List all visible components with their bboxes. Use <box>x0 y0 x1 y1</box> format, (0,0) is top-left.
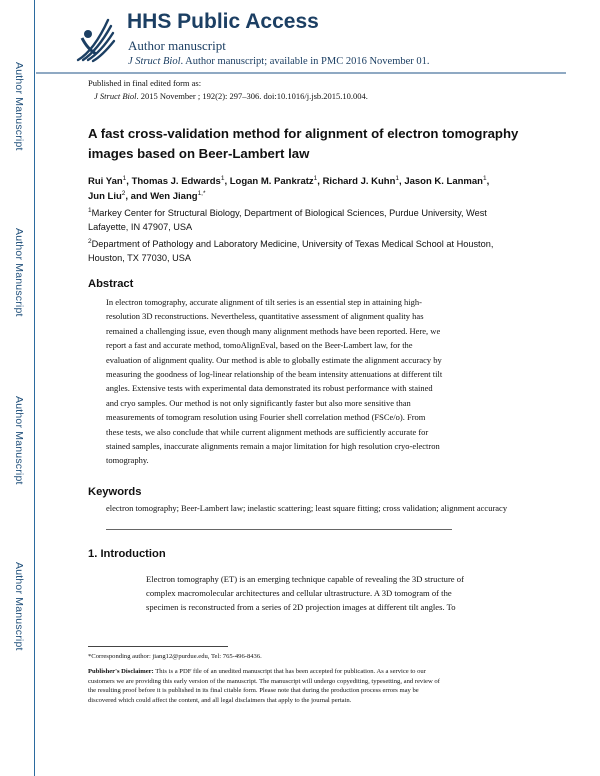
author-separator: , <box>317 176 323 187</box>
keywords-text: electron tomography; Beer-Lambert law; inelastic scattering; least square fitting; cross validation; alignment accuracy <box>106 503 508 513</box>
abstract-line: resolution 3D reconstructions. Nevertheless, quantitative assessment of alignment quality has <box>106 311 424 322</box>
disclaimer-line: discovered which could affect the content, and all legal disclaimers that apply to the journal pertain. <box>88 696 352 704</box>
author-separator: , <box>486 176 490 187</box>
abstract-line: and cryo samples. Our method is not only significantly faster but also more sensitive than <box>106 397 411 408</box>
published-label: Published in final edited form as: <box>88 78 202 88</box>
author-affiliation-mark: 1 <box>313 174 318 182</box>
abstract-line: In electron tomography, accurate alignment of tilt series is an essential step in attaining high- <box>106 297 422 307</box>
author-name: Wen Jiang <box>150 190 198 202</box>
disclaimer-text: This is a PDF file of an unedited manuscript that has been accepted for publication. As a service to our <box>153 668 426 675</box>
sidebar-divider <box>34 0 35 776</box>
sidebar-label-author-manuscript: Author Manuscript <box>13 562 25 651</box>
abstract-line: measurements of tomogram resolution using Fourier shell correlation method (FSCe/o). From <box>106 412 426 423</box>
disclaimer-line: the resulting proof before it is published in its final citable form. Please note that during the production process errors may be <box>88 687 419 694</box>
sidebar-label-author-manuscript: Author Manuscript <box>13 228 25 317</box>
affiliation <box>88 237 518 265</box>
author-affiliation-mark: 1 <box>220 174 225 182</box>
footnote-rule <box>88 646 228 647</box>
publisher-disclaimer <box>88 667 518 705</box>
journal-abbrev: J Struct Biol <box>128 56 181 67</box>
author-separator: , <box>126 176 132 187</box>
author-separator: , and <box>125 190 151 202</box>
author-separator: , <box>399 176 405 187</box>
abstract-line: these tests, we also conclude that while current alignment methods are sufficiently accurate for <box>106 426 429 437</box>
disclaimer-label: Publisher's Disclaimer: <box>88 668 154 675</box>
author-affiliation-mark: 1,* <box>197 189 206 197</box>
author-affiliation-mark: 2 <box>121 189 126 197</box>
introduction-body <box>146 572 526 615</box>
author-name: Rui Yan <box>88 176 123 187</box>
header-rule <box>36 72 566 74</box>
sidebar-label-author-manuscript: Author Manuscript <box>13 396 25 485</box>
availability-text: . Author manuscript; available in PMC 2016 November 01. <box>180 56 430 67</box>
paper-title: A fast cross-validation method for alignment of electron tomography images based on Beer-Lambert law <box>88 126 519 161</box>
corresponding-author-note: *Corresponding author: jiang12@purdue.edu, Tel: 765-496-8436. <box>88 653 262 660</box>
introduction-line: complex macromolecular architectures and cellular ultrastructure. A 3D tomogram of the <box>146 588 452 599</box>
author-list <box>88 175 528 204</box>
citation-journal: J Struct Biol <box>94 91 137 101</box>
affiliation-mark: 1 <box>88 206 92 214</box>
author-separator: , <box>224 176 230 187</box>
affiliation <box>88 206 518 234</box>
abstract-line: tomography. <box>106 455 149 466</box>
author-name: Logan M. Pankratz <box>229 176 314 187</box>
disclaimer-line <box>88 667 518 677</box>
author-manuscript-subtitle: Author manuscript <box>128 38 226 53</box>
author-affiliation-mark: 1 <box>395 174 400 182</box>
abstract-line: remained a challenging issue, even though many alignment methods have been reported. Here, we <box>106 325 441 336</box>
affiliation-mark: 2 <box>88 237 92 245</box>
abstract-body <box>106 295 518 468</box>
author-name: Jason K. Lanman <box>404 176 483 187</box>
hhs-public-access-title: HHS Public Access <box>127 10 319 33</box>
introduction-line: specimen is reconstructed from a series of 2D projection images at different tilt angles. To <box>146 602 456 613</box>
author-name: Richard J. Kuhn <box>322 176 396 187</box>
abstract-line: evaluation of alignment quality. Our method is able to globally estimate the alignment accuracy by <box>106 354 442 365</box>
introduction-heading: 1. Introduction <box>88 548 166 560</box>
author-affiliation-mark: 1 <box>122 174 127 182</box>
author-affiliation-mark: 1 <box>482 174 487 182</box>
abstract-line: report a fast and accurate method, tomoAlignEval, based on the Beer-Lambert law, for the <box>106 340 413 351</box>
hhs-eagle-logo-icon <box>74 14 116 66</box>
abstract-line: stained samples, inaccurate alignments remain a major limitation for high resolution cryo-electron <box>106 441 440 452</box>
abstract-heading: Abstract <box>88 278 134 290</box>
introduction-line: Electron tomography (ET) is an emerging technique capable of revealing the 3D structure of <box>146 574 464 584</box>
abstract-line: measuring the goodness of log-linear relationship of the beam intensity attenuations at different tilt <box>106 369 443 380</box>
citation-line <box>94 91 368 101</box>
keywords-heading: Keywords <box>88 486 142 498</box>
affiliation-text: Department of Pathology and Laboratory Medicine, University of Texas Medical School at Houston, Houston, TX 77030, USA <box>88 239 494 263</box>
affiliation-text: Markey Center for Structural Biology, Department of Biological Sciences, Purdue University, West Lafayette, IN 47907, USA <box>88 208 487 232</box>
author-name: Jun Liu <box>88 190 122 202</box>
keywords-rule <box>106 529 452 530</box>
abstract-line: angles. Extensive tests with experimental data demonstrated its robust performance with stained <box>106 383 433 394</box>
author-name: Thomas J. Edwards <box>131 176 221 187</box>
journal-availability-line <box>128 56 430 67</box>
disclaimer-line: customers we are providing this early version of the manuscript. The manuscript will undergo copyediting, typesetting, and review of <box>88 677 440 685</box>
sidebar-label-author-manuscript: Author Manuscript <box>13 62 25 151</box>
citation-details: . 2015 November ; 192(2): 297–306. doi:10.1016/j.jsb.2015.10.004. <box>136 91 368 101</box>
